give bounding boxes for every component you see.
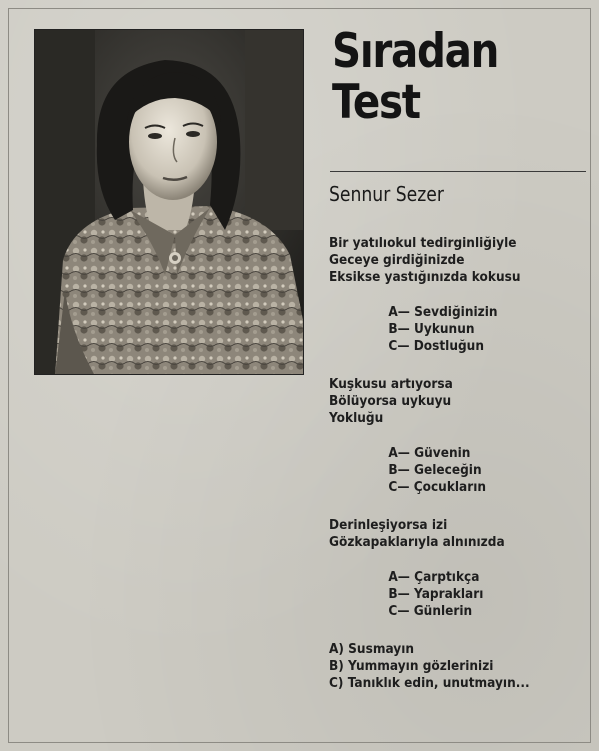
stanza-1-option-b: B— Uykunun [388,321,475,337]
stanza-1-line-1: Bir yatılıokul tedirginliğiyle [329,235,517,251]
stanza-3-line-1: Derinleşiyorsa izi [329,517,448,533]
stanza-1-line-2: Geceye girdiğinizde [329,252,465,268]
stanza-3-option-b: B— Yaprakları [388,586,484,602]
poem-title [332,26,498,128]
answer-a: A) Susmayın [329,641,415,657]
stanza-2-option-b: B— Geleceğin [388,462,482,478]
stanza-3-line-2: Gözkapaklarıyla alnınızda [329,534,505,550]
stanza-2-line-1: Kuşkusu artıyorsa [329,376,453,392]
stanza-2-line-2: Bölüyorsa uykuyu [329,393,452,409]
stanza-2-option-c: C— Çocukların [388,479,487,495]
title-line-1: Sıradan [332,24,499,79]
author-photo [34,29,304,375]
title-divider [330,171,586,172]
stanza-2-line-3: Yokluğu [329,410,384,426]
answer-b: B) Yummayın gözlerinizi [329,658,494,674]
stanza-1-option-c: C— Dostluğun [388,338,484,354]
answer-c: C) Tanıklık edin, unutmayın... [329,675,530,691]
stanza-1-option-a: A— Sevdiğinizin [388,304,498,320]
title-line-2: Test [332,75,420,130]
stanza-1-line-3: Eksikse yastığınızda kokusu [329,269,521,285]
stanza-2-option-a: A— Güvenin [388,445,471,461]
poem-body [329,235,591,692]
stanza-3-option-a: A— Çarptıkça [388,569,480,585]
stanza-3-option-c: C— Günlerin [388,603,473,619]
author-name: Sennur Sezer [329,182,444,206]
